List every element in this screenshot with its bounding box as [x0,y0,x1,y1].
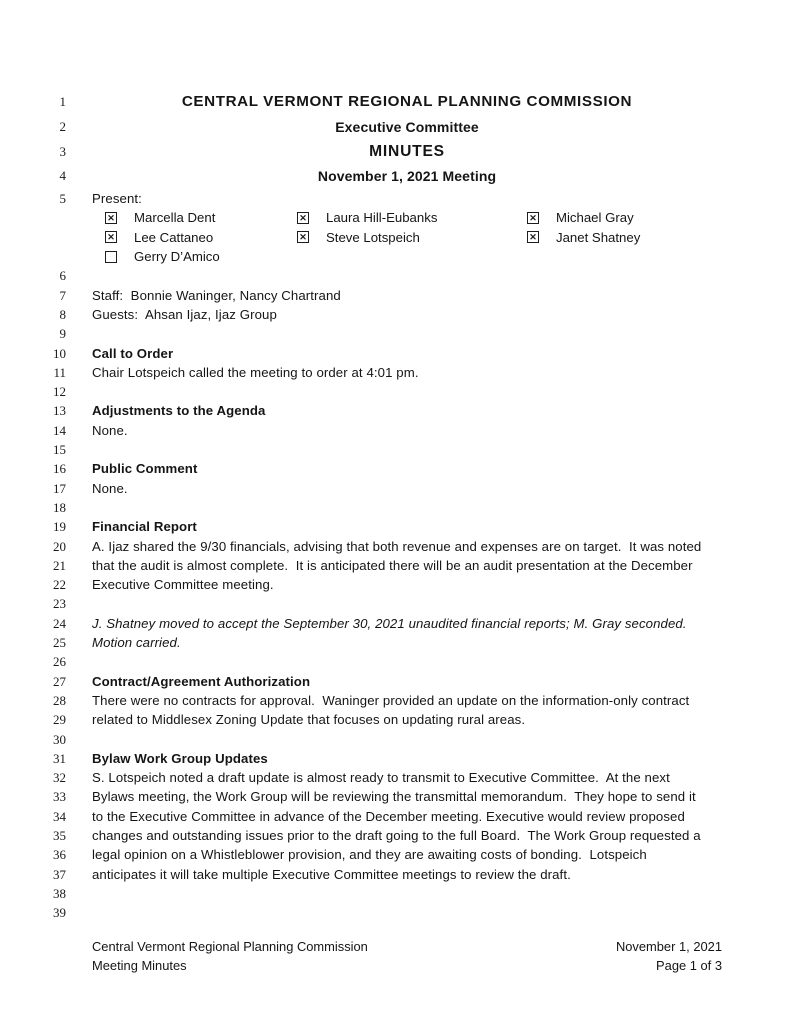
line-text: J. Shatney moved to accept the September 30, 2021 unaudited financial reports; M. Gray seconded. [92,615,687,631]
line-number: 28 [53,692,66,708]
minutes-line [50,575,722,594]
minutes-line [50,652,722,671]
line-text [92,730,722,749]
checkbox-checked-icon: ✕ [297,231,309,243]
line-text: Contract/Agreement Authorization [92,673,311,689]
checkbox-checked-icon: ✕ [527,231,539,243]
line-number: 23 [53,596,66,612]
minutes-line [50,865,722,884]
minutes-line [50,115,722,140]
checkbox-checked-icon: ✕ [527,212,539,224]
line-number: 10 [53,345,66,361]
line-number: 30 [53,731,66,747]
attendee-item [527,208,722,227]
footer-organization: Central Vermont Regional Planning Commission [92,939,368,954]
minutes-line [50,90,722,115]
minutes-line [50,845,722,864]
line-number: 14 [53,422,66,438]
attendee-item [297,208,527,227]
line-text: November 1, 2021 Meeting [317,168,497,185]
line-number: 15 [53,442,66,458]
line-text: S. Lotspeich noted a draft update is almost ready to transmit to Executive Committee. At the next [92,770,670,786]
line-number: 9 [59,326,66,342]
minutes-line [50,710,722,729]
line-number: 2 [59,118,66,134]
line-text [92,324,722,343]
minutes-line [50,730,722,749]
line-number: 18 [53,499,66,515]
minutes-line [50,826,722,845]
minutes-line [50,594,722,613]
minutes-line [50,140,722,165]
line-number: 38 [53,885,66,901]
minutes-body [50,90,722,922]
line-number: 20 [53,538,66,554]
line-number: 21 [53,557,66,573]
line-number [50,247,66,266]
line-number [50,208,66,227]
line-text: None. [92,422,128,438]
line-text: Chair Lotspeich called the meeting to order at 4:01 pm. [92,364,419,380]
attendee-name: Gerry D’Amico [134,249,220,265]
line-number: 7 [59,287,66,303]
line-number: 25 [53,635,66,651]
line-text [92,903,722,922]
minutes-line [50,633,722,652]
line-text: changes and outstanding issues prior to the draft going to the full Board. The Work Group requested a [92,827,701,843]
footer-left [92,938,368,975]
line-text: Public Comment [92,461,198,477]
minutes-line [50,344,722,363]
attendee-name: Lee Cattaneo [134,229,214,245]
minutes-line [50,498,722,517]
minutes-line [50,189,722,208]
line-number: 12 [53,384,66,400]
checkbox-checked-icon: ✕ [105,212,117,224]
line-text: Present: [92,191,142,207]
attendee-item [527,228,722,247]
line-text [92,594,722,613]
attendee-item [297,228,527,247]
minutes-line [50,749,722,768]
line-text [92,498,722,517]
attendee-name: Janet Shatney [556,229,641,245]
line-number: 33 [53,789,66,805]
attendee-row [92,228,722,247]
minutes-line [50,401,722,420]
line-text: legal opinion on a Whistleblower provision, and they are awaiting costs of bonding. Lotspeich [92,847,647,863]
minutes-line [50,440,722,459]
line-number: 39 [53,905,66,921]
line-text: A. Ijaz shared the 9/30 financials, advising that both revenue and expenses are on target. It was noted [92,538,702,554]
checkbox-checked-icon: ✕ [297,212,309,224]
checkbox-unchecked-icon [105,251,117,263]
checkbox-checked-icon: ✕ [105,231,117,243]
minutes-line [50,382,722,401]
attendee-row [92,247,722,266]
minutes-line [50,537,722,556]
minutes-line [50,517,722,536]
line-number: 24 [53,615,66,631]
line-number: 36 [53,847,66,863]
line-text: Bylaws meeting, the Work Group will be reviewing the transmittal memorandum. They hope to send it [92,789,696,805]
line-number: 22 [53,577,66,593]
attendee-name: Marcella Dent [134,210,216,226]
line-number: 3 [59,143,66,159]
line-number: 19 [53,519,66,535]
line-number: 32 [53,770,66,786]
footer-date: November 1, 2021 [615,939,722,954]
line-number: 1 [59,94,66,109]
page-footer [92,938,722,975]
footer-page-number: Page 1 of 3 [656,957,722,973]
attendee-line [50,247,722,266]
minutes-line [50,691,722,710]
attendee-line [50,228,722,247]
line-number: 35 [53,827,66,843]
line-text: CENTRAL VERMONT REGIONAL PLANNING COMMISSION [181,93,633,110]
line-text: Staff: Bonnie Waninger, Nancy Chartrand [92,287,341,303]
line-number: 5 [59,191,66,207]
line-number: 31 [53,750,66,766]
minutes-line [50,479,722,498]
line-text: Motion carried. [92,635,181,651]
line-text: There were no contracts for approval. Waninger provided an update on the information-only contract [92,692,690,708]
attendee-name: Michael Gray [556,210,634,226]
minutes-line [50,807,722,826]
minutes-line [50,787,722,806]
minutes-line [50,459,722,478]
line-text: Financial Report [92,519,197,535]
minutes-line [50,614,722,633]
attendee-name: Steve Lotspeich [326,229,420,245]
minutes-line [50,903,722,922]
line-text [92,382,722,401]
line-text: Guests: Ahsan Ijaz, Ijaz Group [92,306,277,322]
minutes-line [50,164,722,189]
line-number: 27 [53,673,66,689]
minutes-line [50,266,722,285]
line-text: to the Executive Committee in advance of the December meeting. Executive would review proposed [92,808,685,824]
line-number: 34 [53,808,66,824]
line-number: 17 [53,480,66,496]
attendee-item [92,208,297,227]
line-text [92,884,722,903]
attendee-item [92,247,297,266]
line-text [92,440,722,459]
minutes-line [50,324,722,343]
line-text: anticipates it will take multiple Executive Committee meetings to review the draft. [92,866,571,882]
line-text: Call to Order [92,345,174,361]
line-text: that the audit is almost complete. It is anticipated there will be an audit presentation at the December [92,557,693,573]
line-text: Bylaw Work Group Updates [92,750,268,766]
minutes-line [50,768,722,787]
minutes-line [50,672,722,691]
line-text: Executive Committee meeting. [92,577,274,593]
line-number: 26 [53,654,66,670]
line-number: 6 [59,268,66,284]
footer-right [616,938,722,975]
minutes-line [50,556,722,575]
line-number: 11 [53,364,66,380]
line-number: 4 [59,168,66,184]
attendee-name: Laura Hill-Eubanks [326,210,438,226]
attendee-row [92,208,722,227]
line-text: MINUTES [369,142,445,160]
minutes-line [50,305,722,324]
minutes-line [50,421,722,440]
line-number [50,228,66,247]
attendee-item [92,228,297,247]
attendee-line [50,208,722,227]
minutes-line [50,363,722,382]
footer-document-type: Meeting Minutes [92,957,187,973]
line-text [92,266,722,285]
minutes-line [50,884,722,903]
line-text: Adjustments to the Agenda [92,403,266,419]
line-text: Executive Committee [335,118,479,135]
line-number: 16 [53,461,66,477]
line-text [92,652,722,671]
line-number: 37 [53,866,66,882]
minutes-line [50,286,722,305]
line-number: 8 [59,306,66,322]
line-text: None. [92,480,128,496]
line-text: related to Middlesex Zoning Update that focuses on updating rural areas. [92,712,526,728]
line-number: 29 [53,712,66,728]
line-number: 13 [53,403,66,419]
